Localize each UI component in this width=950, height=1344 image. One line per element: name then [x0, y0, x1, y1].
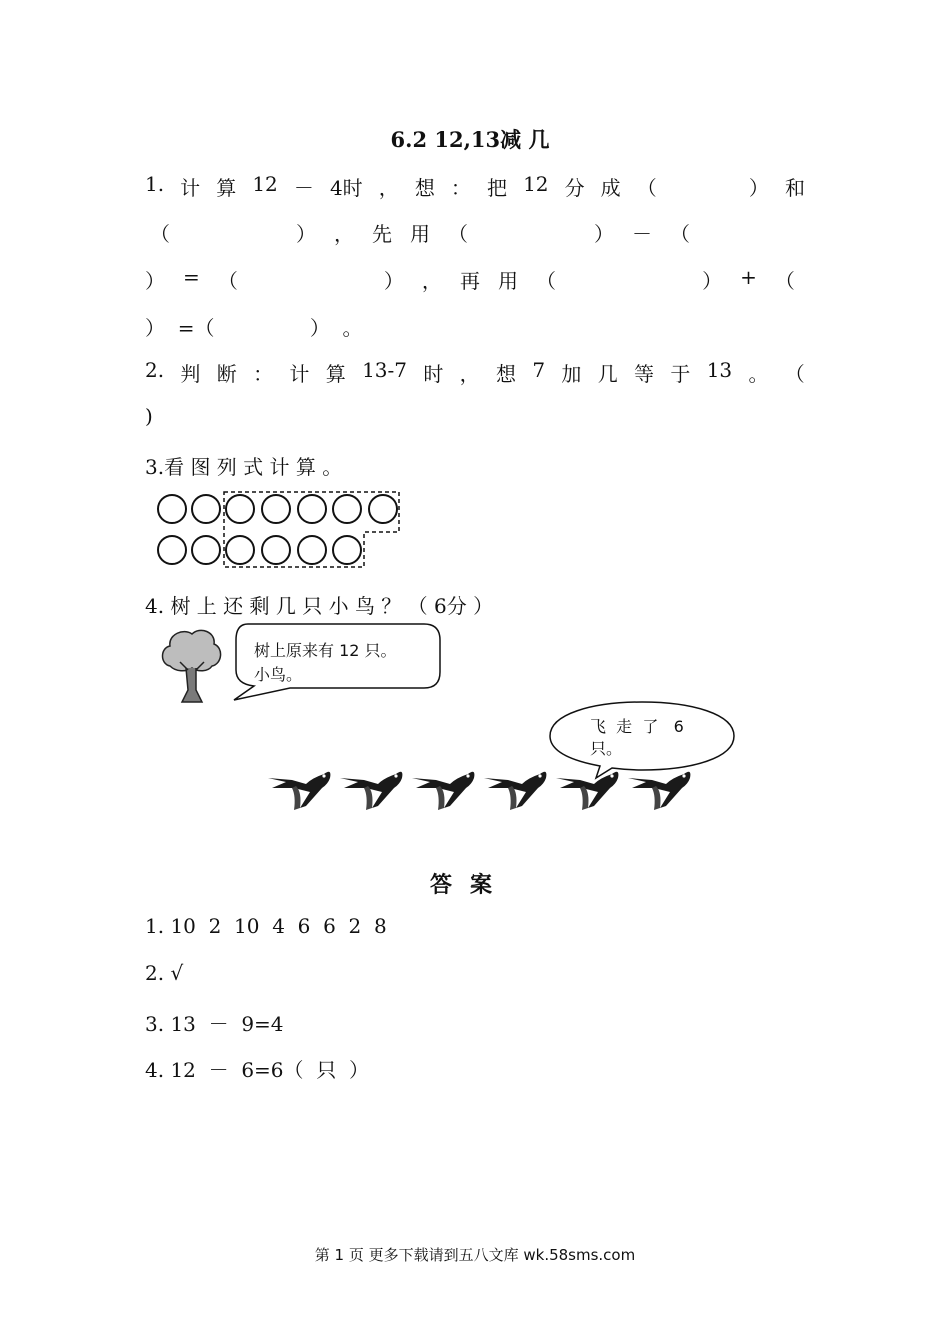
blank[interactable]: [188, 218, 278, 247]
blank[interactable]: [673, 172, 733, 201]
bubble-2-line-1: 飞 走 了 6: [590, 717, 684, 736]
bird-icon: [412, 772, 474, 810]
q3-prompt: 3.看 图 列 式 计 算 。: [145, 455, 343, 479]
bird-icon: [484, 772, 546, 810]
bird-icon: [628, 772, 690, 810]
blank[interactable]: [574, 265, 684, 294]
q1-line-1: 1. 计 算 12 － 4时 ， 想 ： 把 12 分 成 （ ） 和: [145, 172, 805, 200]
answer-4: 4. 12 － 6=6（ 只 ）: [145, 1058, 369, 1082]
bird-icon: [556, 772, 618, 810]
answers-title: 答案: [429, 872, 510, 898]
circles-figure: [150, 486, 410, 572]
blank[interactable]: [486, 218, 576, 247]
q1-line-2: （ ） ， 先 用 （ ） － （: [150, 218, 690, 247]
dashed-group-outline: [224, 492, 399, 567]
bubble-1-line-2: 小鸟。: [254, 665, 303, 684]
q1-line-3: ） = （ ） ， 再 用 （ ） + （: [145, 265, 795, 293]
tree-icon: [158, 626, 224, 706]
answer-1: 1. 10 2 10 4 6 6 2 8: [145, 914, 387, 938]
q1-line-4: ） =（ ） 。: [145, 316, 363, 340]
bird-icon: [268, 772, 330, 810]
answer-3: 3. 13 － 9=4: [145, 1012, 284, 1036]
page-footer: 第 1 页 更多下载请到五八文库 wk.58sms.com: [314, 1246, 636, 1264]
bird-icon: [340, 772, 402, 810]
answer-2: 2. √: [145, 961, 184, 985]
q2-line-2: ): [145, 404, 153, 428]
q4-prompt: 4. 树 上 还 剩 几 只 小 鸟 ？ （ 6分 ）: [145, 594, 494, 618]
q2-line-1: 2. 判 断 ： 计 算 13-7 时 ， 想 7 加 几 等 于 13 。 （: [145, 358, 805, 386]
birds-row: [266, 758, 696, 814]
blank[interactable]: [256, 265, 366, 294]
bubble-1-line-1: 树上原来有 12 只。: [254, 641, 397, 660]
page-title: 6.2 12,13减 几: [390, 127, 550, 152]
bubble-2-line-2: 只。: [590, 739, 623, 758]
